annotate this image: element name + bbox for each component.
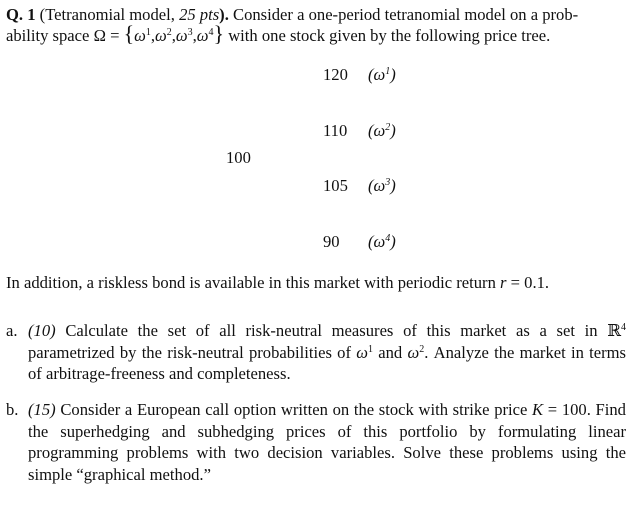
tree-leaf-2-price: 110 <box>323 121 348 140</box>
question-intro-1: Consider a one-period tetranomial model on a prob- <box>233 5 579 24</box>
tree-leaf-3-omega: ω <box>373 176 386 195</box>
equals-sign: = <box>110 26 120 45</box>
part-b-strike-val: = 100. <box>547 400 591 419</box>
part-a-space-sup: 4 <box>621 322 627 333</box>
part-a-space: ℝ <box>607 321 622 340</box>
part-b-body <box>28 399 626 485</box>
question-header-line-1 <box>6 4 578 26</box>
tree-leaf-2-omega: ω <box>373 121 386 140</box>
state-2-sup: 2 <box>166 27 172 38</box>
close-brace: } <box>213 21 225 46</box>
part-b <box>6 399 626 487</box>
tree-leaf-3-price: 105 <box>323 176 348 195</box>
part-a-text-3: . Analyze the market in terms of arbitrage-freeness and completeness. <box>28 342 627 383</box>
part-a-text-2: parametrized by the risk-neutral probabilities of <box>28 342 351 362</box>
bond-variable: r <box>500 273 507 292</box>
state-3-sup: 3 <box>187 27 193 38</box>
part-a-w2-sup: 2 <box>419 343 425 355</box>
part-a-w1: ω <box>356 342 368 362</box>
part-a <box>6 320 626 386</box>
bond-text: In addition, a riskless bond is available in this market with periodic return <box>6 273 496 292</box>
open-brace: { <box>123 21 135 46</box>
tree-leaf-4-state: $(\omega^4)$ <box>368 232 396 251</box>
tree-leaf-1-state: $(\omega^1)$ <box>368 65 396 84</box>
question-intro-2: ability space <box>6 26 90 45</box>
bond-sentence <box>6 272 549 294</box>
part-b-text-2: Find the superhedging and subhedging prices of this portfolio by formulating linear programming problems with two decision variables. Solve these problems using the simple “graphical method.” <box>28 400 626 484</box>
part-b-strike-var: K <box>532 400 544 419</box>
tree-root-price: 100 <box>226 148 251 167</box>
part-a-w2: ω <box>407 342 420 362</box>
state-1-sup: 1 <box>145 27 151 38</box>
tree-leaf-1-omega: ω <box>373 65 386 84</box>
tree-leaf-4-omega: ω <box>373 232 386 251</box>
tree-leaf-1-price: 120 <box>323 65 348 84</box>
bond-value: = 0.1. <box>510 273 550 292</box>
omega-symbol: Ω <box>93 26 106 45</box>
state-1: ω <box>134 26 146 45</box>
state-4: ω <box>196 26 209 45</box>
question-title-close: ). <box>219 5 229 24</box>
question-number: Q. 1 <box>6 5 36 24</box>
part-a-label: a. <box>6 321 18 340</box>
part-b-label: b. <box>6 400 19 419</box>
tree-leaf-2-state: $(\omega^2)$ <box>368 121 396 140</box>
part-a-w1-sup: 1 <box>367 343 373 355</box>
part-b-points: (15) <box>28 400 56 419</box>
tree-leaf-3-state: $(\omega^3)$ <box>368 176 396 195</box>
tree-leaf-3-sup: 3 <box>385 177 391 188</box>
part-b-text-1: Consider a European call option written on the stock with strike price <box>60 400 528 419</box>
part-a-text-1: Calculate the set of all risk-neutral measures of this market as a set in <box>65 321 598 340</box>
question-intro-3: with one stock given by the following price tree. <box>228 26 551 45</box>
tree-leaf-4-sup: 4 <box>385 233 391 244</box>
state-2: ω <box>155 26 167 45</box>
state-4-sup: 4 <box>208 27 214 38</box>
part-a-and: and <box>378 342 403 362</box>
part-a-points: (10) <box>28 321 56 340</box>
question-points: 25 pts <box>179 5 220 24</box>
tree-leaf-2-sup: 2 <box>385 122 391 133</box>
tree-leaf-1-sup: 1 <box>385 66 391 77</box>
question-title: (Tetranomial model, <box>39 5 175 24</box>
part-a-body <box>28 320 626 385</box>
state-3: ω <box>175 26 188 45</box>
question-header-line-2: ability space $\Omega = \{\omega^1,\omega^2,\omega^3,\omega^4\}$ with one stock given by the following price tree. <box>6 21 551 46</box>
tree-leaf-4-price: 90 <box>323 232 340 251</box>
